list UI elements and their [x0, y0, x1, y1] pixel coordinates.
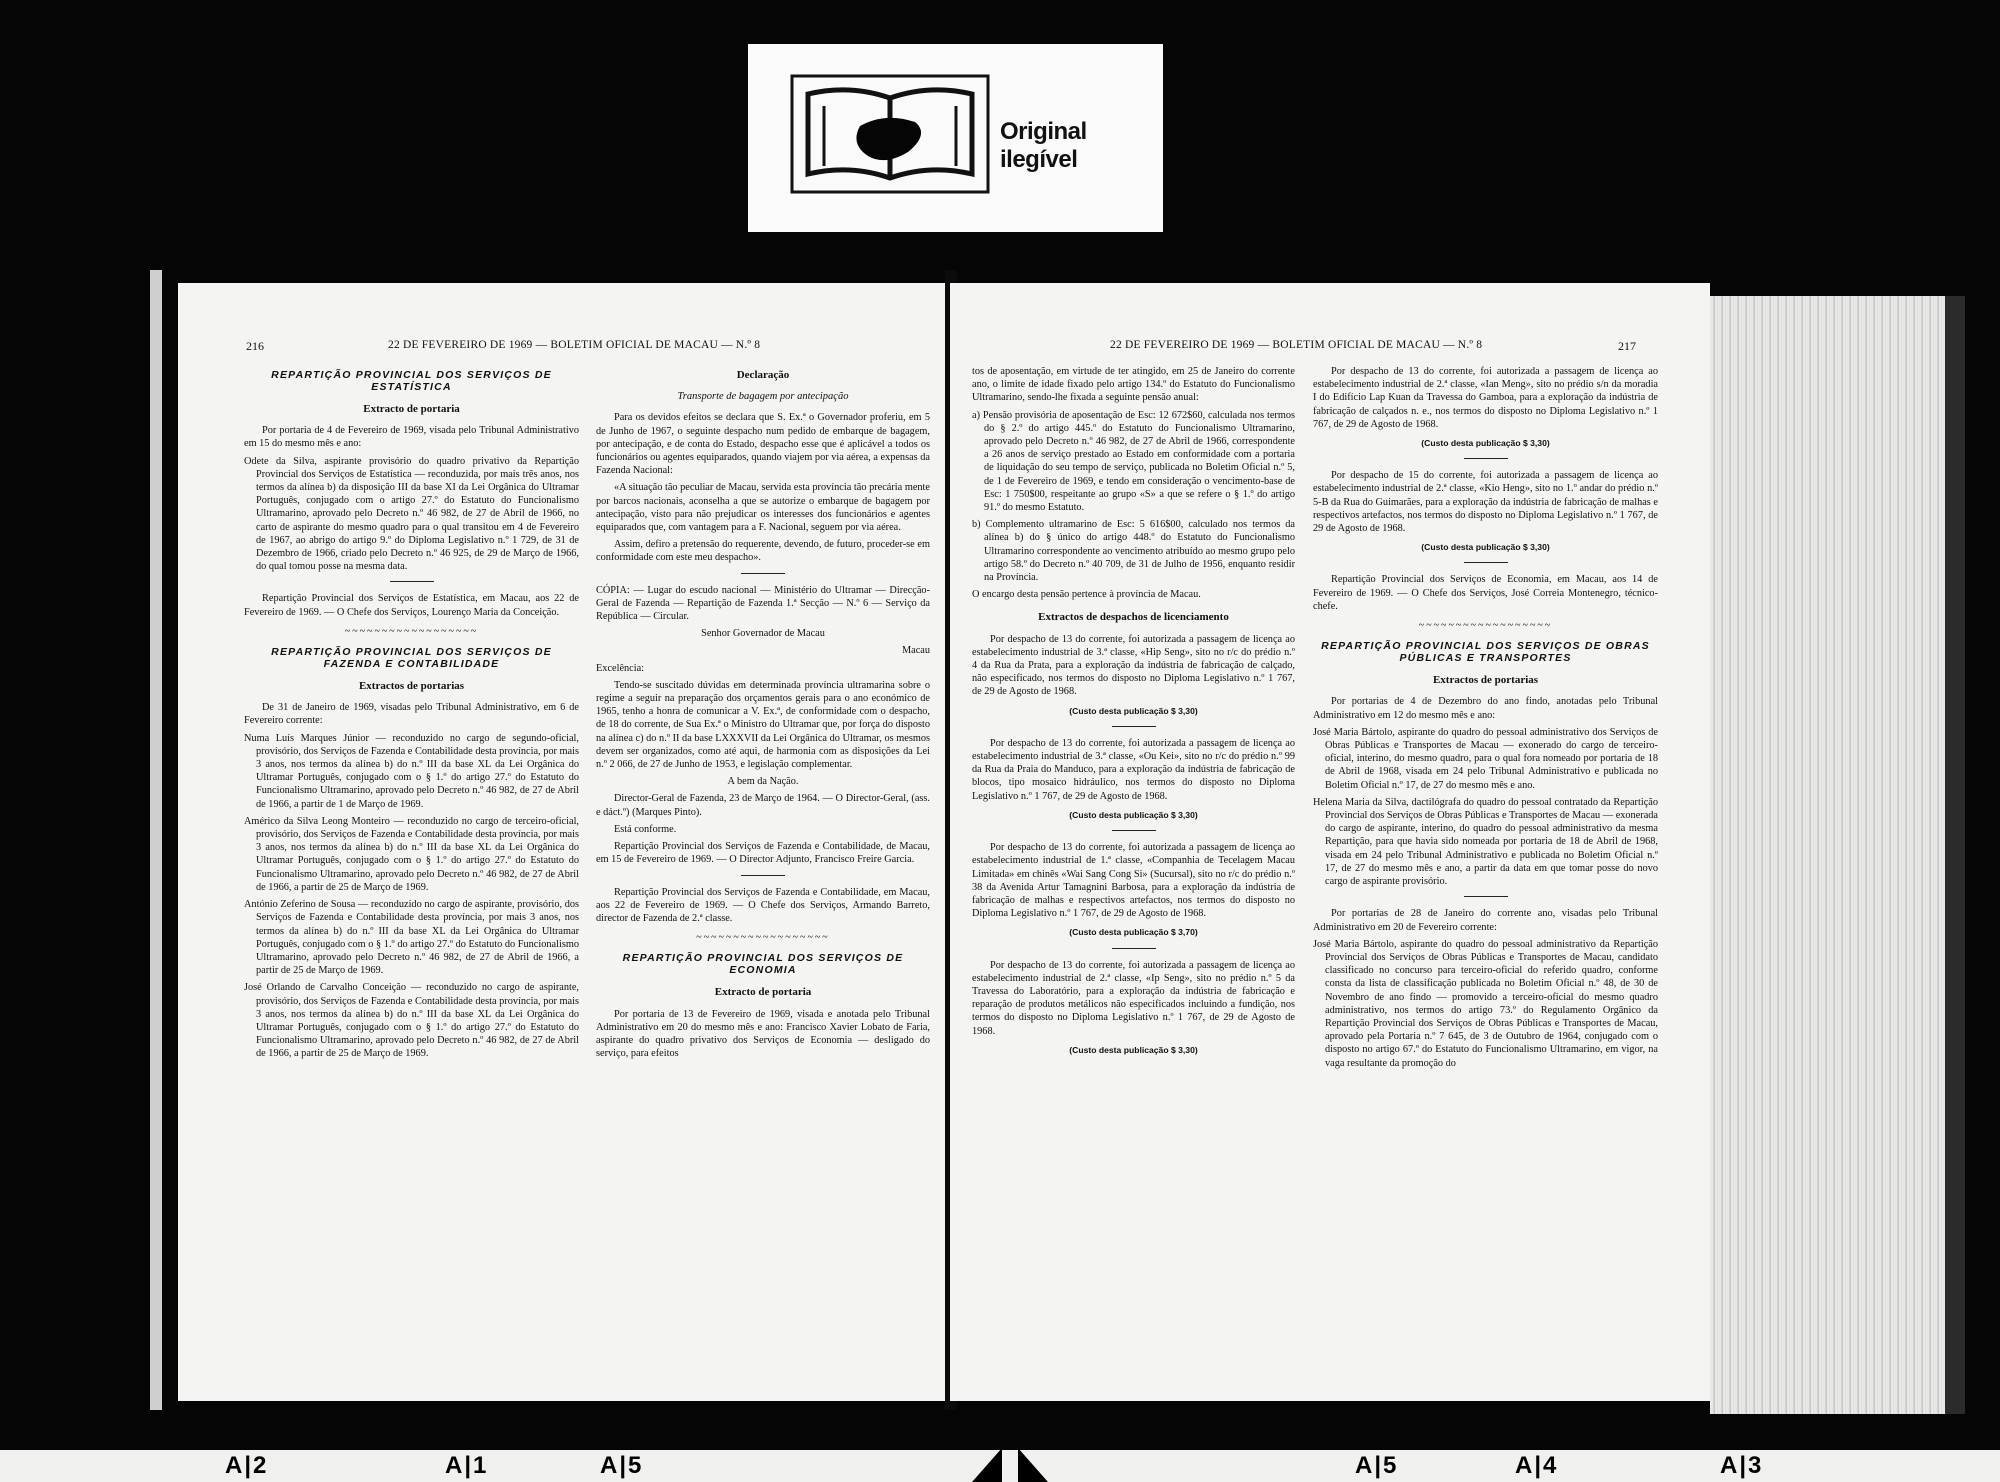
- divider: ~~~~~~~~~~~~~~~~~~: [1418, 620, 1553, 632]
- divider: [1112, 726, 1156, 727]
- divider: [390, 581, 434, 582]
- paragraph: Por despacho de 15 do corrente, foi autorizada a passagem de licença ao estabelecimento industrial de 2.ª classe, «Kio Heng», sito no 1.º andar do prédio n.º 5-B da Rua do Guimarães, para a exploração da indústria de fabricação de malhas e respectivos artefactos, nos termos do disposto no Diploma Legislativo n.º 1 767, de 29 de Agosto de 1968.: [1313, 470, 1658, 535]
- publication-cost: (Custo desta publicação $ 3,70): [1069, 927, 1198, 938]
- film-edge-mark: [150, 270, 162, 1410]
- signature-paragraph: Repartição Provincial dos Serviços de Estatística, em Macau, aos 22 de Fevereiro de 1969. — O Chefe dos Serviços, Lourenço Maria da Conceição.: [244, 593, 579, 618]
- page-stack-edge: [1710, 296, 1960, 1414]
- paragraph: Por despacho de 13 do corrente, foi autorizada a passagem de licença ao estabelecimento industrial de 1.ª classe, «Companhia de Tecelagem Macau Limitada» em chinês «Wai Sang Cong Si» (Sucursal), sito no r/c do prédio n.º 38 da Avenida Artur Tamagnini Barbosa, para a exploração da indústria de fabricação de malhas e respectivos artefactos, nos termos do disposto no Diploma Legislativo n.º 1 767, de 29 de Agosto de 1968.: [972, 842, 1295, 920]
- illegible-original-text: Original ilegível: [1000, 118, 1087, 173]
- paragraph: A bem da Nação.: [727, 776, 799, 788]
- paragraph: Américo da Silva Leong Monteiro — reconduzido no cargo de terceiro-oficial, provisório, dos Serviços de Fazenda e Contabilidade desta província, por mais 3 anos, nos termos da alínea b) do n.º III da base XL da Lei Orgânica do Ultramar Português, conjugado com o § 1.º do artigo 27.º do Estatuto do Funcionalismo Ultramarino, aprovado pelo Decreto n.º 46 982, de 27 de Abril de 1966, a partir de 25 de Março de 1969.: [244, 815, 579, 893]
- divider: ~~~~~~~~~~~~~~~~~~: [696, 932, 830, 944]
- divider: [1464, 458, 1508, 459]
- divider: [741, 875, 785, 876]
- frame-label: A|3: [1720, 1452, 1764, 1479]
- paragraph: Por portarias de 4 de Dezembro do ano findo, anotadas pelo Tribunal Administrativo em 12 do mesmo mês e ano:: [1313, 696, 1658, 721]
- film-direction-arrows-icon: [968, 1444, 1052, 1482]
- left-page-column-1: [244, 365, 579, 1065]
- section-heading: Extracto de portaria: [363, 403, 460, 415]
- illegible-original-label-card: [748, 44, 1163, 232]
- paragraph: José Maria Bártolo, aspirante do quadro do pessoal administrativo dos Serviços de Obras Públicas e Transportes de Macau — exonerado do cargo de terceiro-oficial, interino, do mesmo quadro, para o qual fora nomeado por portaria de 18 de Abril de 1968, visada em 24 pelo Tribunal Administrativo e publicada no Boletim Oficial n.º 17, de 27 do mesmo mês e ano.: [1313, 726, 1658, 791]
- paragraph: Repartição Provincial dos Serviços de Fazenda e Contabilidade, de Macau, em 15 de Fevereiro de 1969. — O Director Adjunto, Francisco Freire Garcia.: [596, 841, 930, 866]
- frame-label: A|5: [600, 1452, 644, 1479]
- divider: [741, 573, 785, 574]
- divider: [1112, 948, 1156, 949]
- frame-label: A|1: [445, 1452, 489, 1479]
- paragraph: O encargo desta pensão pertence à província de Macau.: [972, 589, 1201, 601]
- publication-cost: (Custo desta publicação $ 3,30): [1421, 438, 1550, 449]
- paragraph: Assim, defiro a pretensão do requerente, devendo, de futuro, proceder-se em conformidade com este meu despacho».: [596, 539, 930, 564]
- section-heading: Extractos de portarias: [1432, 674, 1539, 687]
- frame-label: A|4: [1515, 1452, 1559, 1479]
- paragraph: Por portaria de 13 de Fevereiro de 1969, visada e anotada pelo Tribunal Administrativo em 20 do mesmo mês e ano: Francisco Xavier Lobato de Faria, aspirante do quadro privativo dos Serviços de Economia — desligado do serviço, para efeitos: [596, 1008, 930, 1060]
- paragraph: Excelência:: [596, 662, 645, 674]
- open-book-icon: [790, 74, 990, 194]
- paragraph: Está conforme.: [614, 823, 677, 835]
- paragraph: Para os devidos efeitos se declara que S. Ex.ª o Governador proferiu, em 5 de Junho de 1967, o seguinte despacho num pedido de embarque de bagagem, por antecipação, e de conta do Estado, despacho esse que é aplicável a todos os funcionários ou agentes equiparados, quando viajem por via aérea, a expensas da Fazenda Nacional:: [596, 412, 930, 477]
- paragraph: Por despacho de 13 do corrente, foi autorizada a passagem de licença ao estabelecimento industrial de 2.ª classe, «Ian Meng», sito no prédio s/n da moradia I do Edifício Lap Kuan da Travessa do Gamboa, para a exploração da indústria de fabricação de calçados n. e., nos termos do disposto no Diploma Legislativo n.º 1 767, de 29 de Agosto de 1968.: [1313, 366, 1658, 430]
- department-heading: REPARTIÇÃO PROVINCIAL DOS SERVIÇOS DE ECONOMIA: [622, 952, 904, 977]
- page-number: 217: [1618, 339, 1636, 353]
- paragraph: CÓPIA: — Lugar do escudo nacional — Ministério do Ultramar — Direcção-Geral de Fazenda — Repartição de Fazenda 1.ª Secção — N.º 6 — Serviço da República — Circular.: [596, 584, 930, 623]
- left-page: [178, 283, 948, 1401]
- signature-paragraph: Repartição Provincial dos Serviços de Economia, em Macau, aos 14 de Fevereiro de 1969. — O Chefe dos Serviços, José Correia Montenegro, técnico-chefe.: [1313, 574, 1658, 612]
- section-heading: Extracto de portaria: [714, 986, 812, 999]
- paragraph: Por portarias de 28 de Janeiro do corrente ano, visadas pelo Tribunal Administrativo em 20 de Fevereiro corrente:: [1313, 908, 1658, 933]
- department-heading: REPARTIÇÃO PROVINCIAL DOS SERVIÇOS DE OBRAS PÚBLICAS E TRANSPORTES: [1321, 640, 1650, 665]
- paragraph: Numa Luís Marques Júnior — reconduzido no cargo de segundo-oficial, provisório, dos Serviços de Fazenda e Contabilidade desta província, por mais 3 anos, nos termos da alínea b) do n.º III da base XL da Lei Orgânica do Ultramar Português, conjugado com o § 1.º do artigo 27.º do Estatuto do Funcionalismo Ultramarino, aprovado pelo Decreto n.º 46 982, de 27 de Abril de 1966, a partir de 1 de Março de 1969.: [244, 732, 579, 810]
- divider: [1112, 830, 1156, 831]
- paragraph: Por despacho de 13 do corrente, foi autorizada a passagem de licença ao estabelecimento industrial de 2.ª classe, «Ip Seng», sito no prédio n.º 5 da Travessa do Laboratório, para a exploração da indústria de fabricação e reparação de produtos metálicos não especificados incluindo a fundição, nos termos do disposto no Diploma Legislativo n.º 1 767, de 29 de Agosto de 1968.: [972, 959, 1295, 1037]
- frame-label: A|5: [1355, 1452, 1399, 1479]
- right-page-column-1: [972, 365, 1295, 1065]
- paragraph: Odete da Silva, aspirante provisório do quadro privativo da Repartição Provincial dos Serviços de Estatística — reconduzida, por mais três anos, nos termos da alínea b) da disposição III da base XI da Lei Orgânica do Ultramar Português, conjugado com o artigo 27.º do Estatuto do Funcionalismo Ultramarino, aprovado pelo Decreto n.º 46 982, de 27 de Abril de 1966, no carto de aspirante do mesmo quadro para o qual transitou em 4 de Fevereiro de 1967, ao abrigo do artigo 9.º do Diploma Legislativo n.º 1 729, de 31 de Dezembro de 1966, criado pelo Decreto n.º 46 925, de 29 de Março de 1966, do qual tomou posse na mesma data.: [244, 455, 579, 573]
- paragraph: Tendo-se suscitado dúvidas em determinada província ultramarina sobre o regime a seguir na preparação dos orçamentos gerais para o ano económico de 1965, tenho a honra de comunicar a V. Ex.ª, de conformidade com o despacho, de 18 do corrente, de Sua Ex.ª o Ministro do Ultramar que, por força do disposto na alínea c) do n.º II da base LXXXVII da Lei Orgânica do Ultramar, os mesmos devem ser organizados, como até aqui, de harmonia com as disposições da Lei n.º 2 066, de 27 de Junho de 1953, e legislação complementar.: [596, 679, 930, 771]
- paragraph: Director-Geral de Fazenda, 23 de Março de 1964. — O Director-Geral, (ass. e dáct.º) (Marques Pinto).: [596, 793, 930, 818]
- department-heading: REPARTIÇÃO PROVINCIAL DOS SERVIÇOS DE FAZENDA E CONTABILIDADE: [271, 646, 552, 671]
- signature-paragraph: Repartição Provincial dos Serviços de Fazenda e Contabilidade, em Macau, aos 22 de Fevereiro de 1969. — O Chefe dos Serviços, Armando Barreto, director de Fazenda de 2.ª classe.: [596, 886, 930, 924]
- section-heading: Declaração: [736, 369, 790, 381]
- running-head: 22 DE FEVEREIRO DE 1969 — BOLETIM OFICIAL DE MACAU — N.º 8: [388, 339, 761, 351]
- paragraph: Por despacho de 13 do corrente, foi autorizada a passagem de licença ao estabelecimento industrial de 3.ª classe, «Hip Seng», sito no r/c do prédio n.º 4 da Rua da Prata, para a exploração da indústria de fabricação de calçado, não especificado, nos termos do disposto no Diploma Legislativo n.º 1 767, de 29 de Agosto de 1968.: [972, 633, 1295, 698]
- page-stack-shadow: [1945, 296, 1965, 1414]
- paragraph: tos de aposentação, em virtude de ter atingido, em 25 de Janeiro do corrente ano, o limite de idade fixado pelo artigo 134.º do Estatuto do Funcionalismo Ultramarino, sendo-lhe fixada a seguinte pensão anual:: [972, 366, 1295, 404]
- publication-cost: (Custo desta publicação $ 3,30): [1069, 1044, 1198, 1055]
- paragraph: Macau: [901, 645, 930, 657]
- paragraph: José Maria Bártolo, aspirante do quadro do pessoal administrativo da Repartição Provincial dos Serviços de Obras Públicas e Transportes de Macau, candidato classificado no concurso para terceiro-oficial do referido quadro, conforme consta da lista de classificação publicada no Boletim Oficial n.º 48, de 30 de Novembro de ano findo — promovido a terceiro-oficial do mesmo quadro administrativo, nos termos do artigo 73.º do Regulamento Orgânico da Repartição Provincial dos Serviços de Obras Públicas e Transportes de Macau, aprovado pela Portaria n.º 7 645, de 3 de Outubro de 1964, conjugado com o disposto no artigo 67.º do Estatuto do Funcionalismo Ultramarino, em vigor, na vaga resultante da promoção do: [1313, 938, 1658, 1069]
- right-page-column-2: [1313, 365, 1658, 1074]
- left-page-column-2: [596, 365, 930, 1064]
- subsection-heading: Transporte de bagagem por antecipação: [677, 391, 849, 403]
- paragraph: António Zeferino de Sousa — reconduzido no cargo de aspirante, provisório, dos Serviços de Fazenda e Contabilidade desta província, por mais 3 anos, nos termos da alínea b) do n.º III da base XL da Lei Orgânica do Ultramar Português, conjugado com o § 1.º do artigo 27.º do Estatuto do Funcionalismo Ultramarino, aprovado pelo Decreto n.º 46 982, de 27 de Abril de 1966, a partir de 25 de Março de 1969.: [244, 899, 579, 977]
- page-number: 216: [246, 339, 264, 353]
- paragraph: a) Pensão provisória de aposentação de Esc: 12 672$60, calculada nos termos do § 2.º do artigo 445.º do Estatuto do Funcionalismo Ultramarino, aprovado pelo Decreto n.º 46 982, de 27 de Abril de 1966, correspondente a 26 anos de serviço prestado ao Estado em conformidade com a portaria de liquidação do seu tempo de serviço, publicada no Boletim Oficial n.º 5, de 1 de Fevereiro de 1969, e tendo em consideração o vencimento-base de Esc: 1 750$00, respeitante ao grupo «S» a que se refere o § 1.º do artigo 91.º do mesmo Estatuto.: [972, 409, 1295, 514]
- running-head: 22 DE FEVEREIRO DE 1969 — BOLETIM OFICIAL DE MACAU — N.º 8: [1110, 339, 1483, 351]
- divider: [1464, 896, 1508, 897]
- paragraph: Por portaria de 4 de Fevereiro de 1969, visada pelo Tribunal Administrativo em 15 do mesmo mês e ano:: [244, 425, 579, 450]
- paragraph: De 31 de Janeiro de 1969, visadas pelo Tribunal Administrativo, em 6 de Fevereiro corrente:: [244, 702, 579, 727]
- paragraph: Senhor Governador de Macau: [701, 628, 825, 640]
- publication-cost: (Custo desta publicação $ 3,30): [1421, 542, 1550, 553]
- divider: [1464, 562, 1508, 563]
- paragraph: b) Complemento ultramarino de Esc: 5 616$00, calculado nos termos da alínea b) do § único do artigo 448.º do Estatuto do Funcionalismo Ultramarino correspondente ao vencimento atribuído ao mesmo grupo pelo artigo 58.º do Decreto n.º 40 709, de 31 de Julho de 1956, enquanto residir na Província.: [972, 519, 1295, 584]
- section-heading: Extractos de despachos de licenciamento: [1038, 611, 1229, 624]
- publication-cost: (Custo desta publicação $ 3,30): [1069, 705, 1198, 716]
- paragraph: Helena Maria da Silva, dactilógrafa do quadro do pessoal contratado da Repartição Provincial dos Serviços de Obras Públicas e Transportes de Macau — exonerada do cargo de aspirante, interino, do quadro do pessoal administrativo da mesma Repartição, para que havia sido nomeada por portaria de 18 de Abril de 1968, visada em 24 pelo Tribunal Administrativo e publicada no Boletim Oficial n.º 17, de 27 do mesmo mês e ano, a partir da data em que tomar posse do novo cargo de aspirante provisório.: [1313, 796, 1658, 888]
- publication-cost: (Custo desta publicação $ 3,30): [1069, 809, 1198, 820]
- paragraph: Por despacho de 13 do corrente, foi autorizada a passagem de licença ao estabelecimento industrial de 3.ª classe, «Ou Kei», sito no r/c do prédio n.º 99 da Rua da Praia do Manduco, para a exploração da indústria de fabricação de blocos, tipo mosaico hidráulico, nos termos do disposto no Diploma Legislativo n.º 1 767, de 29 de Agosto de 1968.: [972, 737, 1295, 802]
- frame-label: A|2: [225, 1452, 269, 1479]
- right-page: [950, 283, 1710, 1401]
- section-heading: Extractos de portarias: [358, 680, 465, 693]
- divider: ~~~~~~~~~~~~~~~~~~: [344, 625, 479, 637]
- paragraph: José Orlando de Carvalho Conceição — reconduzido no cargo de aspirante, provisório, dos Serviços de Fazenda e Contabilidade desta província, por mais 3 anos, nos termos da alínea b) do n.º III da base XL da Lei Orgânica do Ultramar Português, conjugado com o § 1.º do artigo 27.º do Estatuto do Funcionalismo Ultramarino, aprovado pelo Decreto n.º 46 982, de 27 de Abril de 1966, a partir de 25 de Março de 1969.: [244, 982, 579, 1060]
- department-heading: REPARTIÇÃO PROVINCIAL DOS SERVIÇOS DE ESTATÍSTICA: [271, 369, 552, 393]
- paragraph: «A situação tão peculiar de Macau, servida esta província tão precária mente por barcos nacionais, aconselha a que se autorize o embarque de bagagem por antecipação, visto para não prejudicar os interesses dos funcionários e agentes equiparados que, com vantagem para a F. Nacional, seguem por via aérea.: [596, 482, 930, 534]
